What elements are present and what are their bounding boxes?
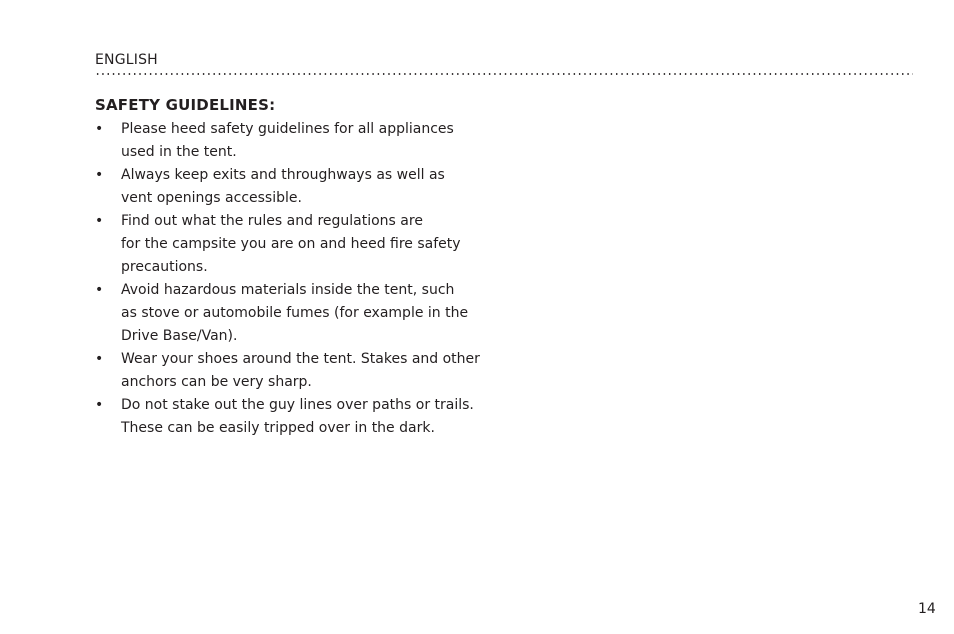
list-item-text: Find out what the rules and regulations are <box>121 213 423 229</box>
list-item <box>95 348 515 394</box>
list-item-text: for the campsite you are on and heed fire safety <box>121 236 461 252</box>
list-item-text: vent openings accessible. <box>121 190 302 206</box>
section-title: SAFETY GUIDELINES: <box>95 96 276 114</box>
bullet-icon: • <box>95 213 104 229</box>
list-item <box>95 279 515 348</box>
list-item-text: Please heed safety guidelines for all appliances <box>121 121 454 137</box>
page-number: 14 <box>918 601 936 617</box>
list-item-text: anchors can be very sharp. <box>121 374 312 390</box>
list-item <box>95 118 515 164</box>
list-item-text: as stove or automobile fumes (for example in the <box>121 305 469 321</box>
bullet-icon: • <box>95 121 104 137</box>
list-item-text: precautions. <box>121 259 208 275</box>
list-item-text: Drive Base/Van). <box>121 328 238 344</box>
list-item-text: Avoid hazardous materials inside the tent, such <box>121 282 455 298</box>
list-item-text: These can be easily tripped over in the dark. <box>121 420 435 436</box>
dotted-divider <box>95 73 913 75</box>
list-item <box>95 394 515 440</box>
list-item <box>95 164 515 210</box>
bullet-icon: • <box>95 351 104 367</box>
list-item-text: used in the tent. <box>121 144 237 160</box>
safety-guidelines-list <box>95 118 515 440</box>
list-item-text: Wear your shoes around the tent. Stakes and other <box>121 351 480 367</box>
bullet-icon: • <box>95 167 104 183</box>
bullet-icon: • <box>95 397 104 413</box>
list-item <box>95 210 515 279</box>
list-item-text: Always keep exits and throughways as well as <box>121 167 445 183</box>
language-header: ENGLISH <box>95 52 158 68</box>
list-item-text: Do not stake out the guy lines over paths or trails. <box>121 397 474 413</box>
bullet-icon: • <box>95 282 104 298</box>
